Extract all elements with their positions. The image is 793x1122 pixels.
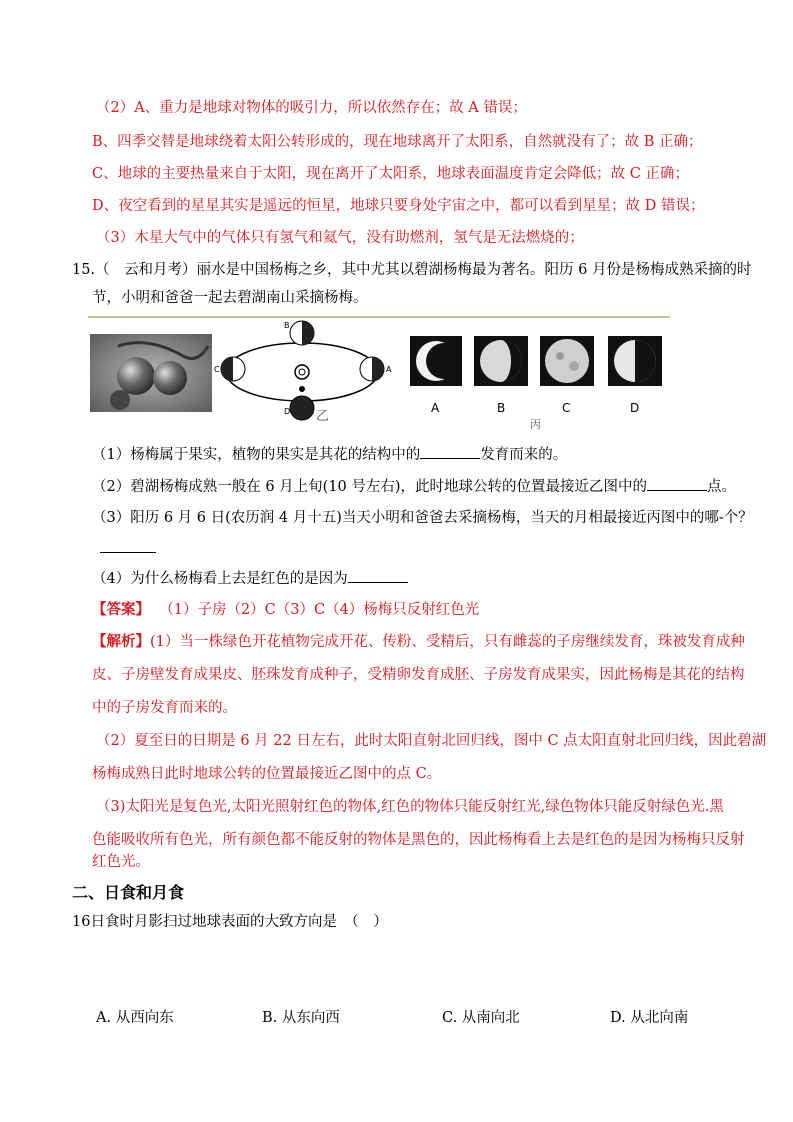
bayberry-photo <box>90 334 212 412</box>
moon-caption: 丙 <box>530 418 541 431</box>
orbit-diagram <box>214 321 392 424</box>
answer-label: 【答案】 <box>92 601 150 618</box>
q15-stem-line-2: 节，小明和爸爸一起去碧湖南山采摘杨梅。 <box>92 290 368 306</box>
q16-stem: 16日食时月影扫过地球表面的大致方向是 （ ） <box>72 914 388 930</box>
answer-blank[interactable] <box>647 476 707 491</box>
q15-figure <box>88 316 670 434</box>
answer-blank[interactable] <box>420 444 480 459</box>
q15-sub2 <box>92 476 736 497</box>
prev-answer-line-1: （2）A、重力是地球对物体的吸引力，所以依然存在；故 A 错误； <box>96 100 527 116</box>
q15-sub1 <box>92 444 567 465</box>
analysis-line-5: 杨梅成熟日此时地球公转的位置最接近乙图中的点 C。 <box>92 766 442 782</box>
q15-sub2-tail: 点。 <box>707 479 737 495</box>
answer-text: （1）子房（2）C（3）C（4）杨梅只反射红色光 <box>159 602 480 618</box>
moon-label-b: B <box>497 401 506 415</box>
moon-label-c: C <box>562 401 571 415</box>
orbit-caption: 乙 <box>316 409 330 424</box>
choice-c[interactable]: C. 从南向北 <box>442 1010 520 1026</box>
q15-stem-line-1: 15.（ 云和月考）丽水是中国杨梅之乡，其中尤其以碧湖杨梅最为著名。阳历 6 月份是杨梅成熟采摘的时 <box>72 262 752 278</box>
analysis-label: 【解析】 <box>92 633 150 650</box>
q15-sub1-tail: 发育而来的。 <box>480 447 568 463</box>
q15-sub4-text: （4）为什么杨梅看上去是红色的是因为 <box>92 571 348 587</box>
analysis-line-1 <box>92 632 745 652</box>
q15-sub4 <box>92 568 408 589</box>
analysis-line-7: 色能吸收所有色光，所有颜色都不能反射的物体是黑色的，因此杨梅看上去是红色的是因为杨梅只反射 <box>92 832 745 848</box>
choice-d[interactable]: D. 从北向南 <box>610 1010 689 1026</box>
analysis-line-2: 皮、子房壁发育成果皮、胚珠发育成种子，受精卵发育成胚、子房发育成果实，因此杨梅是其花的结构 <box>92 667 745 683</box>
choice-b[interactable]: B. 从东向西 <box>262 1010 340 1026</box>
q15-sub1-text: （1）杨梅属于果实，植物的果实是其花的结构中的 <box>92 447 421 463</box>
prev-answer-line-4: D、夜空看到的星星其实是遥远的恒星，地球只要身处宇宙之中，都可以看到星星；故 D 错误； <box>92 198 705 214</box>
analysis-text-1: (1）当一株绿色开花植物完成开花、传粉、受精后，只有雌蕊的子房继续发育，珠被发育成种 <box>150 634 745 650</box>
prev-answer-line-3: C、地球的主要热量来自于太阳，现在离开了太阳系，地球表面温度肯定会降低；故 C 正确； <box>92 166 689 182</box>
orbit-label-c: C <box>214 365 220 374</box>
prev-answer-line-5: （3）木星大气中的气体只有氢气和氦气，没有助燃剂，氢气是无法燃烧的； <box>96 230 584 246</box>
section-heading: 二、日食和月食 <box>72 883 185 902</box>
orbit-label-a: A <box>386 365 392 374</box>
analysis-line-4: （2）夏至日的日期是 6 月 22 日左右，此时太阳直射北回归线，图中 C 点太阳直射北回归线，因此碧湖 <box>96 733 767 749</box>
q15-answer <box>92 600 479 620</box>
analysis-line-6: （3)太阳光是复色光,太阳光照射红色的物体,红色的物体只能反射红光,绿色物体只能反射绿色光.黑 <box>96 799 724 815</box>
orbit-label-b: B <box>284 321 290 330</box>
q15-sub3: （3）阳历 6 月 6 日(农历润 4 月十五)当天小明和爸爸去采摘杨梅，当天的月相最接近丙图中的哪-个？ <box>92 510 753 526</box>
q15-sub2-text: （2）碧湖杨梅成熟一般在 6 月上旬(10 号左右)，此时地球公转的位置最接近乙图中的 <box>92 479 648 495</box>
answer-blank[interactable] <box>348 568 408 583</box>
moon-label-d: D <box>630 401 640 415</box>
choice-a[interactable]: A. 从西向东 <box>96 1010 174 1026</box>
orbit-label-d: D <box>284 407 291 416</box>
earth-position-d <box>290 396 314 420</box>
analysis-line-3: 中的子房发育而来的。 <box>92 700 237 716</box>
q15-sub3-blank[interactable] <box>100 538 156 553</box>
analysis-line-8: 红色光。 <box>92 854 150 870</box>
moon-label-a: A <box>431 401 440 415</box>
moon-phases <box>410 336 662 431</box>
prev-answer-line-2: B、四季交替是地球绕着太阳公转形成的，现在地球离开了太阳系，自然就没有了；故 B 正确； <box>92 134 703 150</box>
